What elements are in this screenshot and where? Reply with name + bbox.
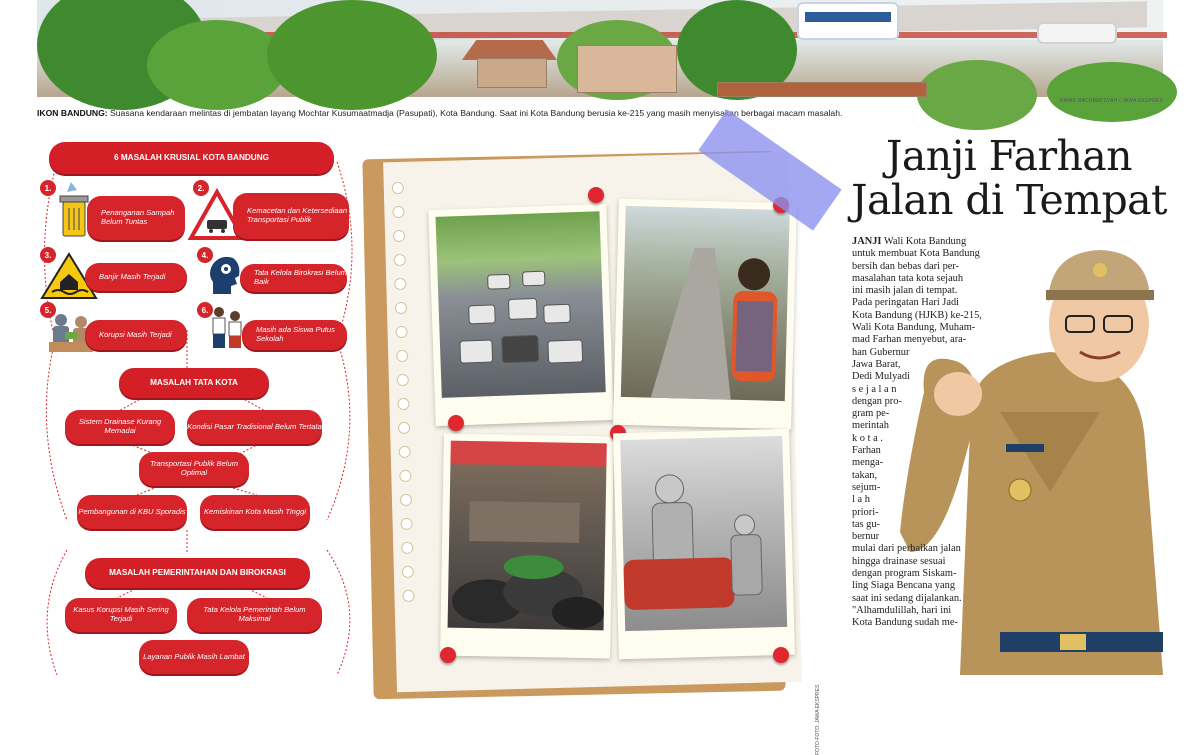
issue-label-2: Kemacetan dan Ketersediaan Transportasi Publik (233, 193, 349, 239)
photo-market-garbage (440, 434, 614, 659)
article-line: mulai dari perbaikan jalan (852, 543, 961, 555)
tata-kota-item-1: Sistem Drainase Kurang Memadai (65, 410, 175, 444)
article-line: hingga drainase sesuai (852, 555, 946, 567)
article-line: s e j a l a n (852, 383, 897, 395)
infographic-title: 6 MASALAH KRUSIAL KOTA BANDUNG (49, 142, 334, 174)
issue-label-4: Tata Kelola Birokrasi Belum Baik (240, 264, 347, 292)
head-gears-icon (207, 254, 241, 296)
caption-label: IKON BANDUNG: (37, 108, 108, 118)
article-line: k o t a . (852, 432, 883, 444)
photo-house (717, 82, 927, 97)
photo-collage (360, 135, 845, 755)
article-line: saat ini sedang dijalankan. (852, 592, 962, 604)
top-photo-flyover (37, 0, 1163, 97)
article-line: gram pe- (852, 408, 890, 420)
article-line: dengan pro- (852, 395, 902, 407)
red-pushpin (440, 647, 456, 663)
caption-text: Suasana kendaraan melintas di jembatan layang Mochtar Kusumaatmadja (Pasupati), Kota Bandung. Saat ini Kota Bandung berusia ke-215 yang masih menyisakan berbagai macam masalah. (107, 108, 843, 118)
section-title-tata-kota: MASALAH TATA KOTA (119, 368, 269, 398)
article-line: "Alhamdulillah, hari ini (852, 604, 952, 616)
issue-number-6: 6. (197, 302, 213, 318)
issue-label-6: Masih ada Siswa Putus Sekolah (242, 320, 347, 350)
issue-number-2: 2. (193, 180, 209, 196)
article-line: Kota Bandung (HJKB) ke-215, (852, 309, 982, 321)
photo-traffic-jam (428, 204, 613, 426)
article-lead-word: JANJI (852, 236, 882, 247)
trash-bin-icon (57, 182, 89, 238)
article-line: untuk membuat Kota Bandung (852, 248, 980, 260)
photo-house-roof (462, 40, 557, 60)
students-icon (210, 304, 244, 352)
article-line: han Gubernur (852, 346, 910, 358)
tata-kota-item-3: Transportasi Publik Belum Optimal (139, 452, 249, 486)
article-line: sejum- (852, 481, 881, 493)
article-line: bernur (852, 531, 880, 543)
article-line: Pada peringatan Hari Jadi (852, 297, 960, 309)
photo-bus (797, 2, 899, 40)
red-pushpin (588, 187, 604, 203)
issue-number-1: 1. (40, 180, 56, 196)
headline-line-2: Jalan di Tempat (851, 176, 1167, 224)
article-line: dengan program Siskam- (852, 568, 957, 580)
red-pushpin (448, 415, 464, 431)
photo-dry-canal-boy (613, 199, 797, 430)
pemerintahan-item-3: Layanan Publik Masih Lambat (139, 640, 249, 674)
article-line: menga- (852, 457, 884, 469)
article-line: ini masih jalan di tempat. (852, 285, 958, 297)
section-title-pemerintahan: MASALAH PEMERINTAHAN DAN BIROKRASI (85, 558, 310, 588)
red-pushpin (773, 647, 789, 663)
collage-credit: FOTO-FOTO: JAWA EKSPRES (815, 684, 821, 755)
photo-house (477, 58, 547, 88)
photo-silver-man (613, 429, 795, 660)
article-line: l a h (852, 494, 870, 506)
article-line: ling Siaga Bencana yang (852, 580, 956, 592)
issue-number-4: 4. (197, 247, 213, 263)
photo-tree (917, 60, 1037, 130)
article-line: merintah (852, 420, 889, 432)
photo-house (577, 45, 677, 93)
top-photo-credit: DINAS RACHMATSYAH / JAWA EKSPRES (1059, 98, 1163, 104)
article-line: mad Farhan menyebut, ara- (852, 334, 967, 346)
photo-car (1037, 22, 1117, 44)
article-line: priori- (852, 506, 879, 518)
photo-tree (267, 0, 437, 110)
article-line: JANJI Wali Kota Bandung (852, 236, 967, 247)
article-headline (850, 134, 1168, 222)
tata-kota-item-5: Kemiskinan Kota Masih Tinggi (200, 495, 310, 529)
headline-line-1: Janji Farhan (886, 132, 1132, 180)
issue-number-5: 5. (40, 302, 56, 318)
article-line: bersih dan bebas dari per- (852, 260, 960, 272)
infographic-masalah-kota (37, 130, 355, 675)
article-line: Wali Kota Bandung, Muham- (852, 322, 976, 334)
article-line: Dedi Mulyadi (852, 371, 911, 383)
pemerintahan-item-2: Tata Kelola Pemerintah Belum Maksimal (187, 598, 322, 632)
issue-label-1: Penanganan Sampah Belum Tuntas (87, 196, 185, 240)
top-photo-caption (37, 108, 1137, 118)
article-line: takan, (852, 469, 878, 481)
pemerintahan-item-1: Kasus Korupsi Masih Sering Terjadi (65, 598, 177, 632)
article-line: masalahan tata kota sejauh (852, 272, 964, 284)
article-body (852, 236, 1002, 630)
issue-number-3: 3. (40, 247, 56, 263)
article-line: Kota Bandung sudah me- (852, 617, 958, 629)
tata-kota-item-2: Kondisi Pasar Tradisional Belum Tertata (187, 410, 322, 444)
notebook-holes (392, 182, 425, 682)
article-line: Farhan (852, 445, 881, 457)
issue-label-5: Korupsi Masih Terjadi (85, 320, 187, 350)
photo-tree (147, 20, 287, 110)
tata-kota-item-4: Pembangunan di KBU Sporadis (77, 495, 187, 529)
article-line: Jawa Barat, (852, 358, 901, 370)
issue-label-3: Banjir Masih Terjadi (85, 263, 187, 291)
article-line: tas gu- (852, 518, 880, 530)
